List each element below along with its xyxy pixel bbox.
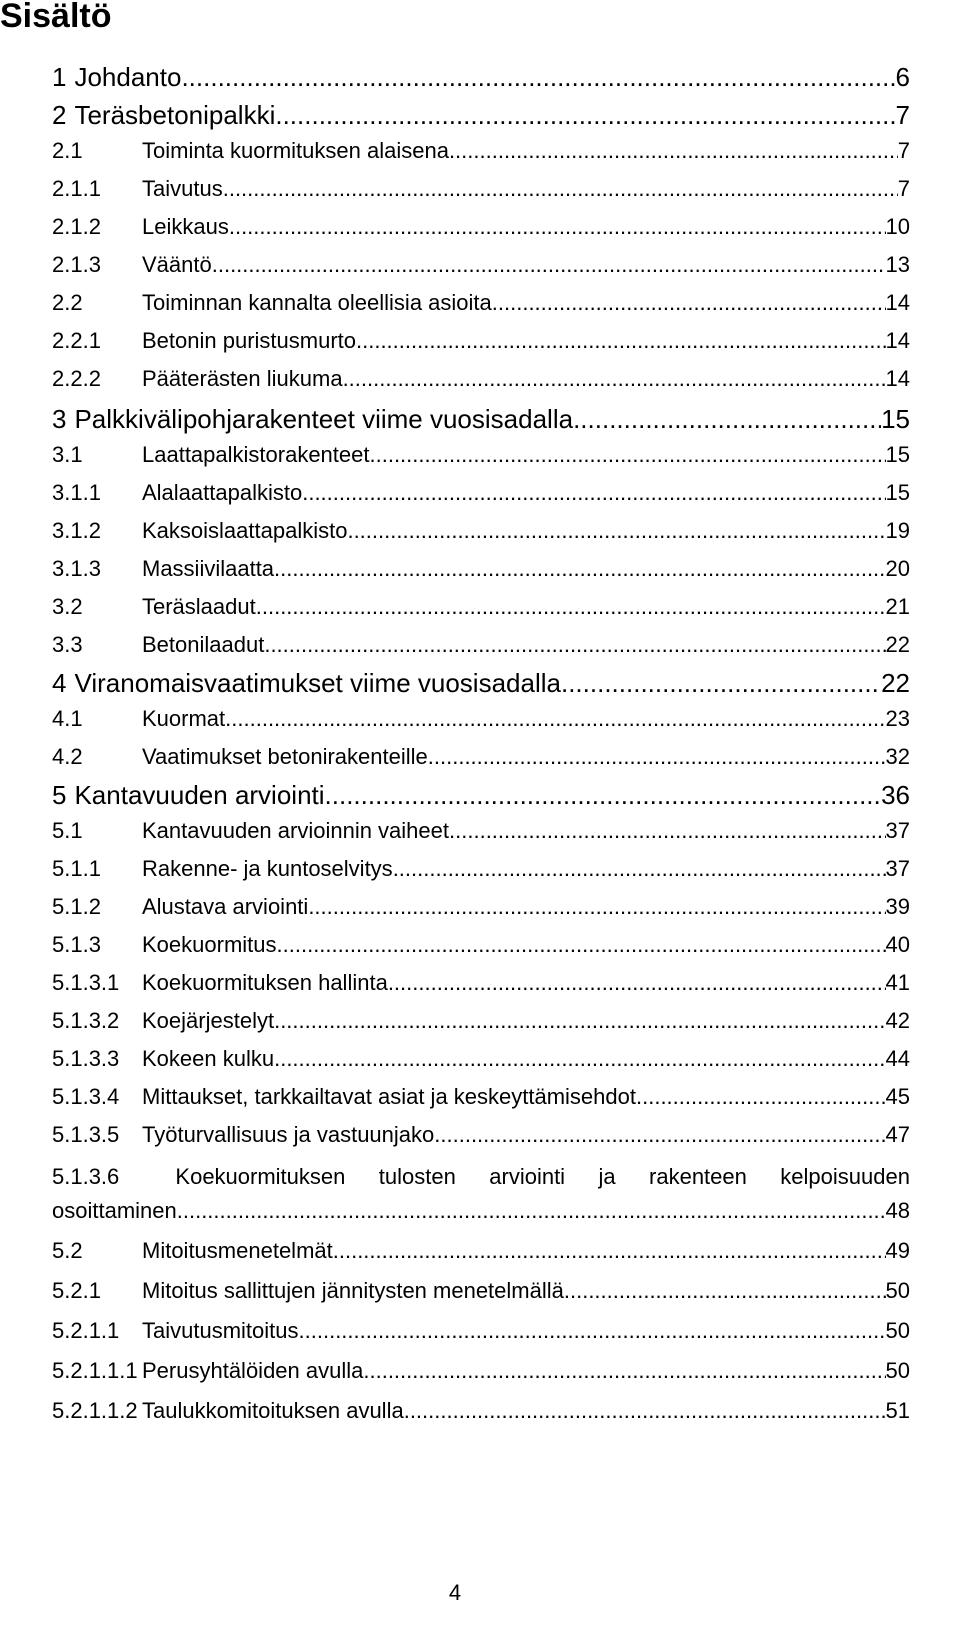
toc-entry-page: 7: [897, 176, 910, 201]
toc-entry-title: Perusyhtälöiden avulla: [142, 1358, 364, 1383]
toc-dot-leader: [229, 214, 886, 240]
toc-entry-number: 2.1.1: [52, 176, 101, 201]
toc-entry-number: 5.1.3.5: [52, 1122, 120, 1147]
toc-entry-page: 15: [885, 480, 910, 505]
toc-dot-leader: [308, 894, 885, 920]
toc-entry-title-word: tulosten: [378, 1164, 456, 1189]
toc-entry-number: 2.2.1: [52, 328, 101, 353]
toc-dot-leader: [333, 1238, 886, 1264]
toc-entry[interactable]: [52, 62, 910, 93]
toc-entry-title: Kokeen kulku: [142, 1046, 275, 1071]
toc-entry[interactable]: [52, 366, 910, 392]
toc-dot-leader: [573, 404, 881, 435]
toc-entry[interactable]: [52, 706, 910, 732]
toc-entry-number: 5.1.3.1: [52, 970, 120, 995]
toc-entry-number: 5.1.3.3: [52, 1046, 120, 1071]
toc-dot-leader: [277, 932, 886, 958]
toc-dot-leader: [325, 780, 882, 811]
toc-entry-page: 19: [885, 518, 910, 543]
toc-entry-title: Palkkivälipohjarakenteet viime vuosisadalla: [74, 404, 574, 434]
toc-entry-title: Leikkaus: [142, 214, 229, 239]
toc-entry-page: 44: [885, 1046, 910, 1071]
toc-dot-leader: [393, 856, 886, 882]
toc-entry-page: 50: [885, 1278, 910, 1303]
toc-entry-page: 13: [885, 252, 910, 277]
toc-entry-page: 21: [885, 594, 910, 619]
toc-dot-leader: [177, 1198, 886, 1224]
toc-entry-number: 2.1.3: [52, 252, 101, 277]
toc-dot-leader: [299, 1318, 886, 1344]
toc-dot-leader: [370, 442, 886, 468]
toc-entry-page: 37: [885, 818, 910, 843]
toc-entry[interactable]: [52, 932, 910, 958]
toc-entry-page: 42: [885, 1008, 910, 1033]
toc-entry-page: 10: [885, 214, 910, 239]
toc-entry-title: Mitoitusmenetelmät: [142, 1238, 333, 1263]
toc-dot-leader: [274, 1046, 885, 1072]
toc-entry[interactable]: [52, 1084, 910, 1110]
toc-entry-number: 5: [52, 780, 67, 810]
toc-dot-leader: [181, 62, 895, 93]
toc-entry-number: 5.1: [52, 818, 83, 843]
toc-entry-title: Taulukkomitoituksen avulla: [142, 1398, 404, 1423]
toc-entry-page: 49: [885, 1238, 910, 1263]
toc-entry-title: Rakenne- ja kuntoselvitys: [142, 856, 393, 881]
toc-entry-page: 50: [885, 1358, 910, 1383]
toc-entry-number: 3.1: [52, 442, 83, 467]
toc-entry-title: Työturvallisuus ja vastuunjako: [142, 1122, 435, 1147]
toc-entry-number: 5.1.2: [52, 894, 101, 919]
toc-entry-title: Kaksoislaattapalkisto: [142, 518, 348, 543]
toc-entry[interactable]: [52, 404, 910, 435]
toc-dot-leader: [256, 594, 886, 620]
toc-dot-leader: [449, 138, 898, 164]
toc-entry-number: 3.2: [52, 594, 83, 619]
toc-dot-leader: [212, 252, 886, 278]
toc-dot-leader: [404, 1398, 886, 1424]
toc-dot-leader: [264, 632, 885, 658]
toc-entry-page: 15: [885, 442, 910, 467]
toc-entry-page: 50: [885, 1318, 910, 1343]
toc-entry-title: Teräsbetonipalkki: [74, 100, 276, 130]
toc-entry-page: 32: [885, 744, 910, 769]
toc-entry-number: 5.1.3: [52, 932, 101, 957]
toc-entry-title: Vääntö: [142, 252, 212, 277]
toc-entry[interactable]: [52, 252, 910, 278]
toc-entry-number: 5.1.1: [52, 856, 101, 881]
toc-entry-number: 3.1.2: [52, 518, 101, 543]
toc-dot-leader: [363, 1358, 885, 1384]
toc-entry-page: 22: [881, 668, 910, 698]
toc-entry-title: Teräslaadut: [142, 594, 256, 619]
toc-entry-page: 40: [885, 932, 910, 957]
toc-entry[interactable]: [52, 1046, 910, 1072]
toc-entry-number: 2.1.2: [52, 214, 101, 239]
toc-dot-leader: [274, 556, 885, 582]
toc-entry-page: 7: [897, 138, 910, 163]
toc-entry-number: 3: [52, 404, 67, 434]
toc-entry-title: Vaatimukset betonirakenteille: [142, 744, 428, 769]
toc-entry-number: 2: [52, 100, 67, 130]
toc-dot-leader: [275, 100, 895, 131]
toc-entry-number: 5.2: [52, 1238, 83, 1263]
toc-entry[interactable]: [52, 138, 910, 164]
toc-entry[interactable]: [52, 518, 910, 544]
toc-entry[interactable]: [52, 1122, 910, 1148]
toc-entry-title: Koekuormitus: [142, 932, 277, 957]
toc-dot-leader: [356, 328, 886, 354]
toc-entry[interactable]: [52, 1398, 910, 1424]
toc-entry[interactable]: [52, 894, 910, 920]
toc-entry-number: 5.1.3.4: [52, 1084, 120, 1109]
toc-entry-number: 4.1: [52, 706, 83, 731]
toc-entry-number: 5.2.1: [52, 1278, 101, 1303]
toc-dot-leader: [388, 970, 886, 996]
toc-entry-title: Johdanto: [74, 62, 182, 92]
toc-entry-title: Koejärjestelyt: [142, 1008, 275, 1033]
toc-entry[interactable]: [52, 1164, 910, 1224]
toc-entry-title: Viranomaisvaatimukset viime vuosisadalla: [74, 668, 561, 698]
toc-entry-number: 3.3: [52, 632, 83, 657]
toc-entry-page: 14: [885, 366, 910, 391]
toc-entry-title: Alustava arviointi: [142, 894, 309, 919]
toc-dot-leader: [274, 1008, 885, 1034]
toc-entry-page: 22: [885, 632, 910, 657]
toc-entry-title: Taivutus: [142, 176, 223, 201]
toc-entry[interactable]: [52, 1008, 910, 1034]
toc-entry-title-word: Koekuormituksen: [175, 1164, 346, 1189]
toc-entry[interactable]: [52, 970, 910, 996]
toc-entry-title: Betonin puristusmurto: [142, 328, 356, 353]
toc-entry-number: 5.1.3.2: [52, 1008, 120, 1033]
toc-entry-page: 41: [885, 970, 910, 995]
toc-entry-page: 6: [895, 62, 910, 92]
toc-entry[interactable]: [52, 780, 910, 811]
toc-entry-title: Pääterästen liukuma: [142, 366, 343, 391]
toc-dot-leader: [434, 1122, 885, 1148]
toc-dot-leader: [492, 290, 886, 316]
toc-entry-page: 51: [885, 1398, 910, 1423]
toc-entry-number: 2.2: [52, 290, 83, 315]
toc-dot-leader: [561, 668, 881, 699]
toc-entry-page: 7: [895, 100, 910, 130]
toc-entry-title: Koekuormituksen hallinta: [142, 970, 388, 995]
toc-entry-title: osoittaminen: [52, 1198, 177, 1223]
toc-entry-title: Kantavuuden arviointi: [74, 780, 325, 810]
toc-entry-title: Betonilaadut: [142, 632, 265, 657]
toc-entry[interactable]: [52, 442, 910, 468]
toc-entry-number: 5.2.1.1.2: [52, 1398, 138, 1423]
toc-entry-number: 5.2.1.1: [52, 1318, 120, 1343]
toc-entry-number: 1: [52, 62, 67, 92]
toc-entry-page: 14: [885, 328, 910, 353]
toc-entry-title: Kuormat: [142, 706, 226, 731]
toc-dot-leader: [225, 706, 885, 732]
toc-entry[interactable]: [52, 1358, 910, 1384]
toc-entry-number: 4: [52, 668, 67, 698]
toc-entry[interactable]: [52, 556, 910, 582]
toc-entry[interactable]: [52, 100, 910, 131]
toc-entry-title-word: rakenteen: [649, 1164, 747, 1189]
toc-entry-title: Toiminta kuormituksen alaisena: [142, 138, 449, 163]
toc-dot-leader: [564, 1278, 886, 1304]
toc-dot-leader: [223, 176, 898, 202]
toc-entry-page: 36: [881, 780, 910, 810]
toc-entry[interactable]: [52, 1238, 910, 1264]
toc-entry-number: 2.1: [52, 138, 83, 163]
toc-entry[interactable]: [52, 744, 910, 770]
toc-entry-page: 45: [885, 1084, 910, 1109]
toc-dot-leader: [343, 366, 886, 392]
toc-entry[interactable]: [52, 668, 910, 699]
toc-entry[interactable]: [52, 632, 910, 658]
toc-entry-title-word: arviointi: [489, 1164, 566, 1189]
toc-entry[interactable]: [52, 290, 910, 316]
toc-entry[interactable]: [52, 1278, 910, 1304]
toc-entry[interactable]: [52, 328, 910, 354]
toc-entry-page: 20: [885, 556, 910, 581]
toc-entry[interactable]: [52, 856, 910, 882]
toc-entry-number: 5.2.1.1.1: [52, 1358, 138, 1383]
toc-entry-number: 4.2: [52, 744, 83, 769]
toc-entry-page: 48: [885, 1198, 910, 1223]
page-title: Sisältö: [0, 0, 112, 35]
toc-dot-leader: [428, 744, 886, 770]
toc-entry[interactable]: [52, 594, 910, 620]
toc-entry-title: Laattapalkistorakenteet: [142, 442, 370, 467]
page-number: 4: [448, 1580, 462, 1605]
toc-dot-leader: [636, 1084, 886, 1110]
toc-entry-number: 2.2.2: [52, 366, 101, 391]
toc-entry[interactable]: [52, 176, 910, 202]
toc-entry-title: Mittaukset, tarkkailtavat asiat ja keskeyttämisehdot: [142, 1084, 636, 1109]
toc-entry-title: Toiminnan kannalta oleellisia asioita: [142, 290, 492, 315]
toc-entry-page: 37: [885, 856, 910, 881]
toc-entry-title: Taivutusmitoitus: [142, 1318, 299, 1343]
toc-dot-leader: [449, 818, 886, 844]
toc-entry-number: 3.1.1: [52, 480, 101, 505]
toc-entry-page: 39: [885, 894, 910, 919]
toc-entry-page: 47: [885, 1122, 910, 1147]
toc-entry-title: Kantavuuden arvioinnin vaiheet: [142, 818, 450, 843]
toc-entry[interactable]: [52, 214, 910, 240]
toc-entry-page: 15: [881, 404, 910, 434]
toc-entry-page: 23: [885, 706, 910, 731]
toc-dot-leader: [347, 518, 885, 544]
toc-entry-page: 14: [885, 290, 910, 315]
toc-entry-title-word: ja: [598, 1164, 616, 1189]
toc-entry-title-word: kelpoisuuden: [780, 1164, 910, 1189]
toc-entry[interactable]: [52, 818, 910, 844]
toc-entry-number: 5.1.3.6: [52, 1164, 120, 1189]
toc-entry[interactable]: [52, 1318, 910, 1344]
toc-entry-title: Mitoitus sallittujen jännitysten menetelmällä: [142, 1278, 564, 1303]
toc-dot-leader: [302, 480, 885, 506]
toc-entry[interactable]: [52, 480, 910, 506]
toc-entry-number: 3.1.3: [52, 556, 101, 581]
toc-entry-title: Massiivilaatta: [142, 556, 275, 581]
toc-entry-title: Alalaattapalkisto: [142, 480, 303, 505]
